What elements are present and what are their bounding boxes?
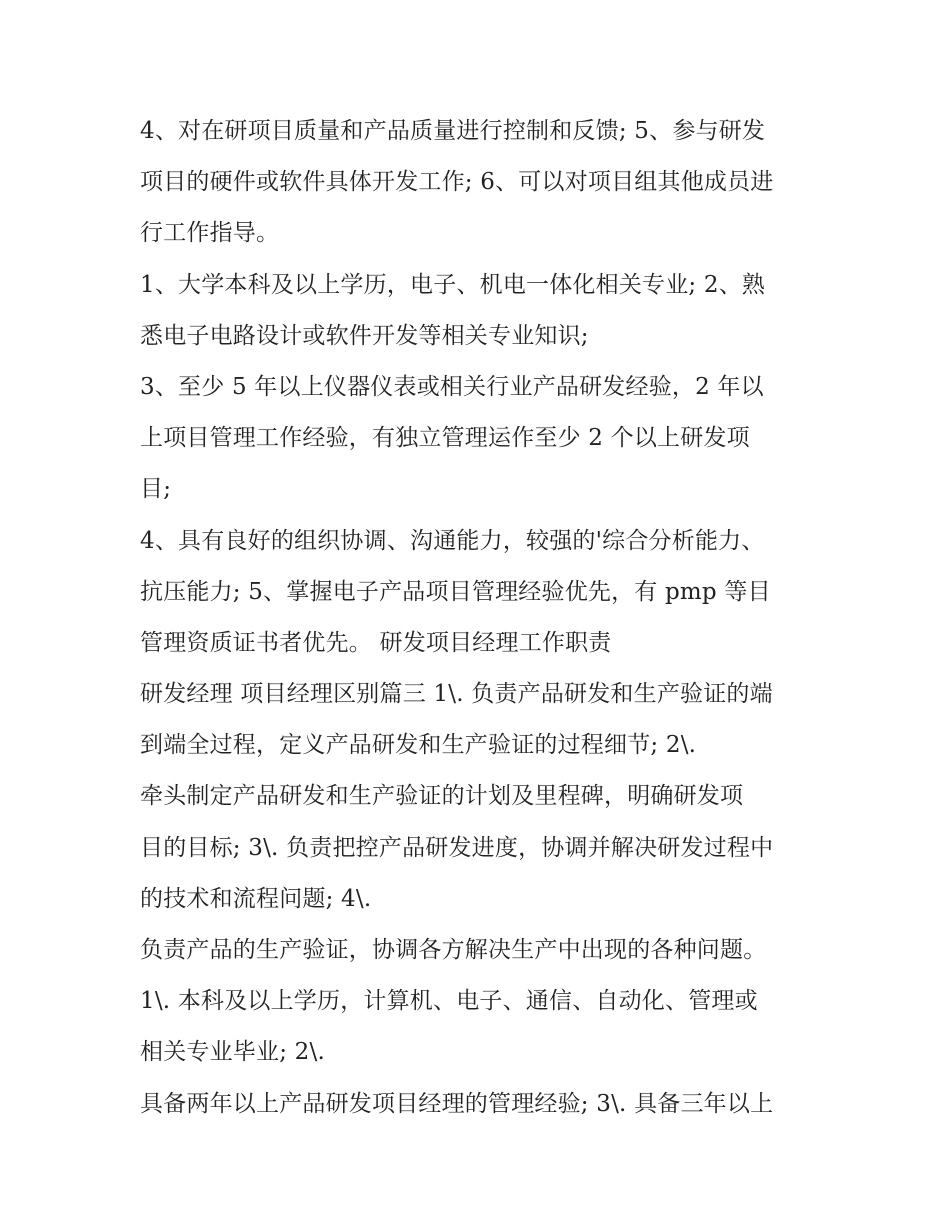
text-line: 牵头制定产品研发和生产验证的计划及里程碑，明确研发项 [140,783,744,810]
text-line: 上项目管理工作经验，有独立管理运作至少 2 个以上研发项 [140,425,750,452]
text-line: 目; [140,476,172,503]
text-line: 相关专业毕业; 2\. [140,1039,325,1066]
text-line: 1、大学本科及以上学历，电子、机电一体化相关专业; 2、熟 [140,271,766,298]
document-body [140,106,820,1130]
text-line: 研发经理 项目经理区别篇三 1\. 负责产品研发和生产验证的端 [140,681,773,708]
text-line: 负责产品的生产验证，协调各方解决生产中出现的各种问题。 [140,937,767,963]
text-line: 目的目标; 3\. 负责把控产品研发进度，协调并解决研发过程中 [140,834,774,861]
text-line: 到端全过程，定义产品研发和生产验证的过程细节; 2\. [140,732,697,759]
text-line: 的技术和流程问题; 4\. [140,885,372,912]
text-line: 悉电子电路设计或软件开发等相关专业知识; [140,322,589,349]
text-line: 抗压能力; 5、掌握电子产品项目管理经验优先，有 pmp 等目 [140,578,771,605]
text-line: 管理资质证书者优先。 研发项目经理工作职责 [140,629,612,656]
text-line: 项目的硬件或软件具体开发工作; 6、可以对项目组其他成员进 [140,169,774,196]
text-line: 4、具有良好的组织协调、沟通能力，较强的'综合分析能力、 [140,527,765,554]
text-line: 行工作指导。 [140,220,280,247]
text-line: 1\. 本科及以上学历，计算机、电子、通信、自动化、管理或 [140,988,758,1015]
text-line: 具备两年以上产品研发项目经理的管理经验; 3\. 具备三年以上 [140,1090,774,1117]
text-line: 4、对在研项目质量和产品质量进行控制和反馈; 5、参与研发 [140,118,766,144]
text-line: 3、至少 5 年以上仪器仪表或相关行业产品研发经验，2 年以 [140,373,764,400]
